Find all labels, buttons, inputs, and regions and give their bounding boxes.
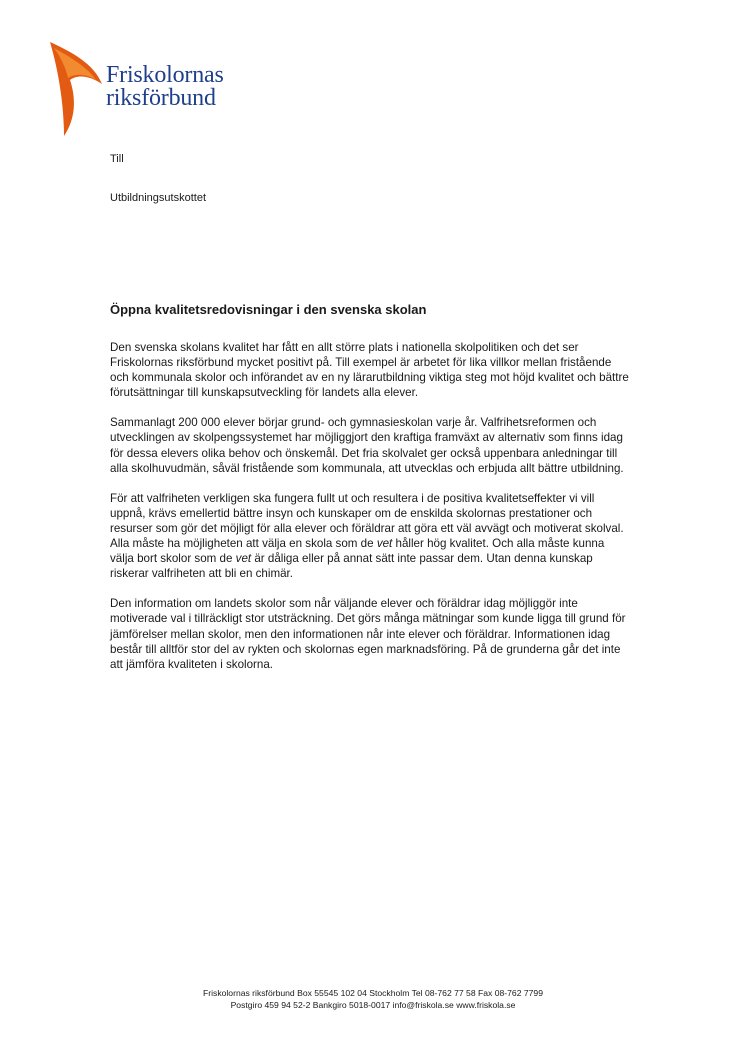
footer <box>0 987 746 1011</box>
logo <box>44 40 274 140</box>
emphasis-vet-1: vet <box>376 537 393 551</box>
footer-address: Friskolornas riksförbund Box 55545 102 04 Stockholm Tel 08-762 77 58 Fax 08-762 7799 <box>203 988 543 998</box>
paragraph-3-part2: håller hög kvalitet. Och alla måste kunna välja bort skolor som de <box>110 537 605 566</box>
logo-line2: riksförbund <box>106 85 216 111</box>
paragraph-4: Den information om landets skolor som når väljande elever och föräldrar idag möjliggör inte motiverade val i tillräckligt stor utsträckning. Det görs många mätningar som kunde ligga till grund för jämförelser mellan skolor, men den informationen når inte elever och föräldrar. Informationen idag består till alltför stor del av rykten och skolornas egen marknadsföring. På de grunderna går det inte att jämföra kvaliteten i skolorna. <box>110 597 626 671</box>
paragraph-3-part1: För att valfriheten verkligen ska fungera fullt ut och resultera i de positiva kvalitetseffekter vi vill uppnå, krävs emellertid bättre insyn och kunskaper om de enskilda skolornas prestationer och resurser som gör det möjligt för alla elever och föräldrar att göra ett väl avvägt och motiverat skolval. Alla måste ha möjligheten att välja en skola som de <box>110 491 624 551</box>
logo-line1: Friskolornas <box>106 62 224 88</box>
document-body <box>110 340 630 687</box>
footer-contact: Postgiro 459 94 52-2 Bankgiro 5018-0017 info@friskola.se www.friskola.se <box>230 1000 516 1010</box>
paragraph-1: Den svenska skolans kvalitet har fått en allt större plats i nationella skolpolitiken och det ser Friskolornas riksförbund mycket positivt på. Till exempel är arbetet för lika villkor mellan fristående och kommunala skolor och införandet av en ny lärarutbildning viktiga steg mot höjd kvalitet och bättre förutsättningar till kunskapsutveckling för landets alla elever. <box>110 341 629 400</box>
paragraph-3 <box>110 491 630 582</box>
logo-wordmark <box>106 64 224 110</box>
sail-icon <box>44 40 114 140</box>
emphasis-vet-2: vet <box>235 552 252 566</box>
recipient-label: Till <box>110 153 124 165</box>
paragraph-3-part3: är dåliga eller på annat sätt inte passar dem. Utan denna kunskap riskerar valfriheten att bli en chimär. <box>110 552 593 581</box>
paragraph-2: Sammanlagt 200 000 elever börjar grund- och gymnasieskolan varje år. Valfrihetsreformen och utvecklingen av skolpengssystemet har möjliggjort den kraftiga framväxt av alternativ som finns idag för dessa elevers olika behov och önskemål. Det fria skolvalet ger också uppenbara anledningar till alla skolhuvudmän, såväl fristående som kommunala, att utvecklas och erbjuda allt bättre utbildning. <box>110 416 624 475</box>
recipient-committee: Utbildningsutskottet <box>110 192 206 204</box>
document-title: Öppna kvalitetsredovisningar i den svenska skolan <box>110 302 427 317</box>
